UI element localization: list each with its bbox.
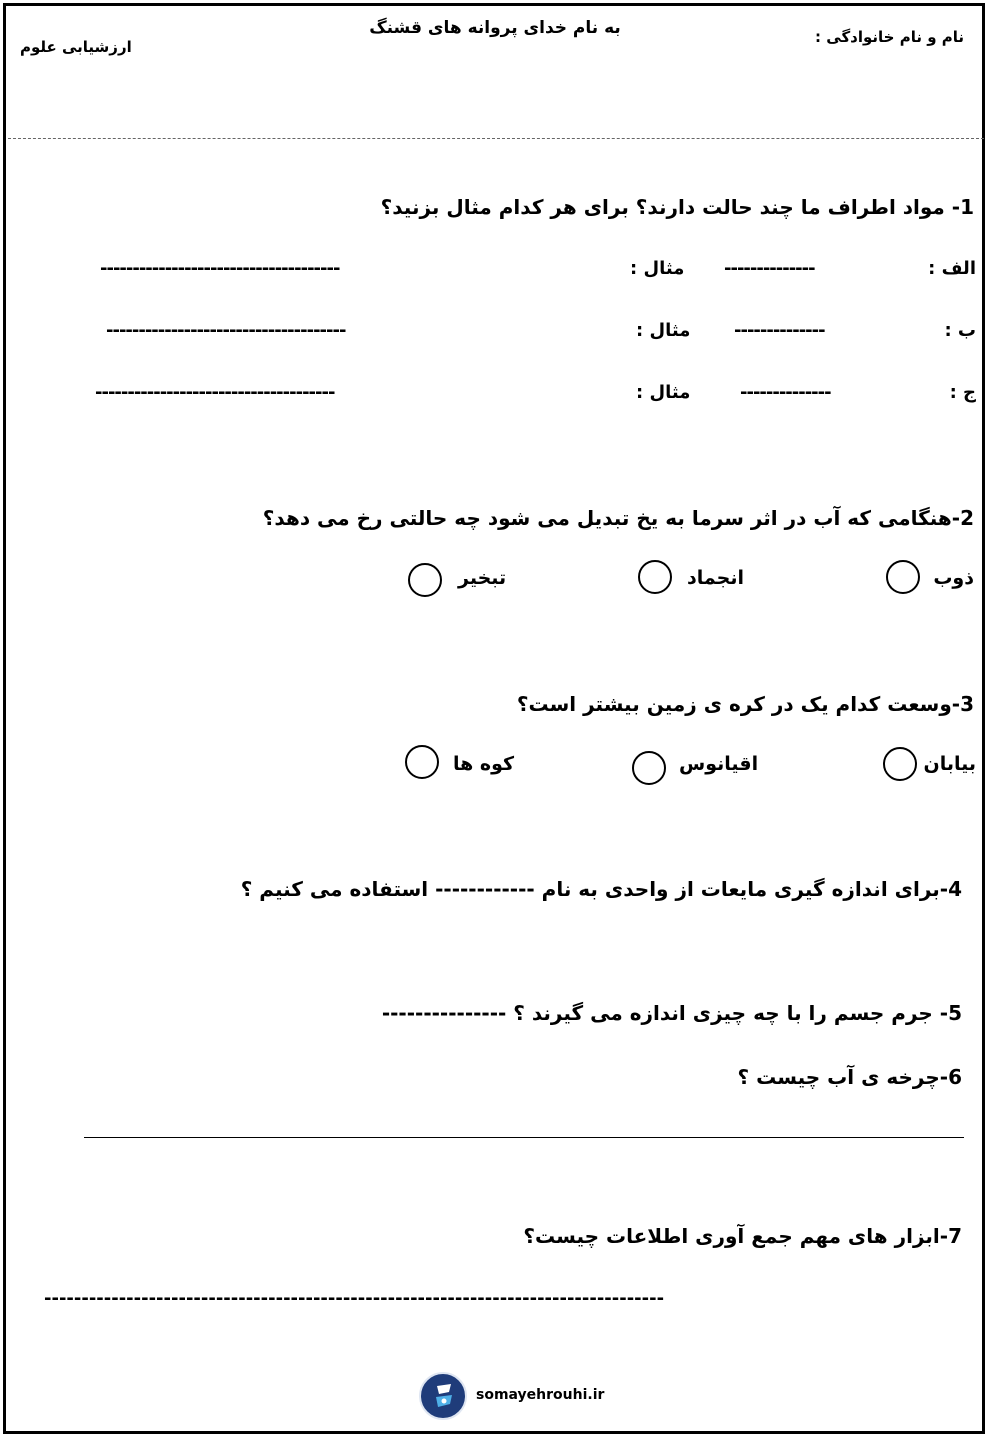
- question-1: 1- مواد اطراف ما چند حالت دارند؟ برای هر کدام مثال بزنید؟: [380, 195, 974, 219]
- footer-site-link[interactable]: somayehrouhi.ir: [476, 1387, 605, 1403]
- q1-example-blank-c: -------------------------------------: [95, 382, 335, 403]
- page-title: به نام خدای پروانه های قشنگ: [369, 18, 621, 38]
- question-6: 6-چرخه ی آب چیست ؟: [737, 1065, 962, 1089]
- q6-answer-line: [84, 1137, 964, 1138]
- q2-option-1-label: ذوب: [933, 567, 974, 589]
- q2-option-2-label: انجماد: [687, 567, 744, 589]
- question-5: 5- جرم جسم را با چه چیزی اندازه می گیرند ؟ ---------------: [381, 1001, 962, 1025]
- q2-option-2-radio[interactable]: [638, 560, 672, 594]
- q1-example-blank-a: -------------------------------------: [100, 258, 340, 279]
- q7-answer-line: -----------------------------------------------------------------------------------: [44, 1288, 665, 1309]
- q3-option-1-label: بیابان: [923, 753, 976, 775]
- q3-option-2-label: اقیانوس: [679, 753, 759, 775]
- student-name-label: نام و نام خانوادگی :: [815, 28, 964, 46]
- q3-option-3-label: کوه ها: [453, 753, 515, 775]
- q2-option-3-radio[interactable]: [408, 563, 442, 597]
- q1-example-label-c: مثال :: [636, 382, 691, 403]
- q3-option-1-radio[interactable]: [883, 747, 917, 781]
- q1-label-b: ب :: [944, 320, 976, 341]
- question-7: 7-ابزار های مهم جمع آوری اطلاعات چیست؟: [523, 1224, 962, 1248]
- q1-blank-a: --------------: [724, 258, 815, 279]
- q3-option-2-radio[interactable]: [632, 751, 666, 785]
- q1-example-blank-b: -------------------------------------: [106, 320, 346, 341]
- q2-option-3-label: تبخیر: [458, 567, 507, 589]
- q1-label-c: ج :: [949, 382, 976, 403]
- q2-option-1-radio[interactable]: [886, 560, 920, 594]
- q1-blank-c: --------------: [740, 382, 831, 403]
- q1-label-a: الف :: [928, 258, 976, 279]
- q3-option-3-radio[interactable]: [405, 745, 439, 779]
- question-3: 3-وسعت کدام یک در کره ی زمین بیشتر است؟: [516, 692, 974, 716]
- header-separator: [8, 138, 984, 139]
- somayeh-rouhi-logo-icon: [419, 1372, 467, 1420]
- subject-label: ارزشیابی علوم: [20, 38, 132, 56]
- q1-blank-b: --------------: [734, 320, 825, 341]
- logo-mark-icon: [433, 1382, 455, 1410]
- q1-example-label-b: مثال :: [636, 320, 691, 341]
- question-4: 4-برای اندازه گیری مایعات از واحدی به نام ------------ استفاده می کنیم ؟: [240, 877, 962, 901]
- q1-example-label-a: مثال :: [630, 258, 685, 279]
- question-2: 2-هنگامی که آب در اثر سرما به یخ تبدیل می شود چه حالتی رخ می دهد؟: [262, 506, 974, 530]
